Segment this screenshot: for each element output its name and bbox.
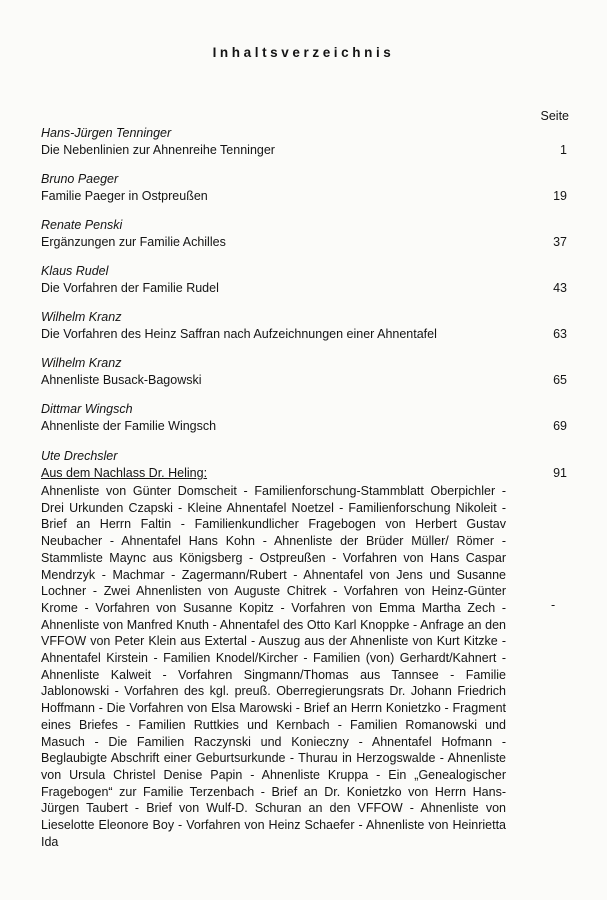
toc-author: Ute Drechsler [41,449,118,463]
toc-author: Wilhelm Kranz [41,356,122,370]
margin-dash: - [551,598,556,612]
toc-title: Die Vorfahren des Heinz Saffran nach Aufzeichnungen einer Ahnentafel [41,327,437,341]
seite-column-label: Seite [540,109,569,123]
toc-page-number: 65 [553,373,567,387]
toc-author: Wilhelm Kranz [41,310,122,324]
toc-author: Bruno Paeger [41,172,119,186]
toc-page-number: 63 [553,327,567,341]
toc-page-number: 1 [560,143,567,157]
toc-author: Hans-Jürgen Tenninger [41,126,172,140]
nachlass-item-list: Ahnenliste von Günter Domscheit - Familienforschung-Stammblatt Oberpichler - Drei Urkunden Czapski - Kleine Ahnentafel Noetzel - Familienforschung Nikoleit - Brief an Herrn Faltin - Familienkundlicher Fragebogen von Herbert Gustav Neubacher - Ahnentafel Hans Kohn - Ahnenliste der Brüder Müller/ Römer - Stammliste Maync aus Königsberg - Ostpreußen - Vorfahren von Hans Caspar Mendrzyk - Machmar - Zagermann/Rubert - Ahnentafel von Jens und Susanne Lochner - Zwei Ahnenlisten von Auguste Chitrek - Vorfahren von Heinz-Günter Krome - Vorfahren von Susanne Kopitz - Vorfahren von Emma Martha Zech - Ahnenliste von Manfred Knuth - Ahnentafel des Otto Karl Knoppke - Anfrage an den VFFOW von Peter Klein aus Extertal - Auszug aus der Ahnenliste von Kurt Kitzke - Ahnentafel Kirstein - Familien Knodel/Kircher - Familien (von) Gerhardt/Kahnert - Ahnenliste Kalweit - Vorfahren Singmann/Thomas aus Tannsee - Familie Jablonowski - Vorfahren des kgl. preuß. Oberregierungsrats Dr. Johann Friedrich Hoffmann - Die Vorfahren von Elsa Marowski - Brief an Herrn Konietzko - Fragment eines Briefes - Familien Ruttkies und Kernbach - Familien Romanowski und Masuch - Die Familien Raczynski und Konieczny - Ahnentafel Hofmann - Beglaubigte Abschrift einer Geburtsurkunde - Thurau in Herzogswalde - Ahnenliste von Ursula Christel Denise Papin - Ahnenliste Kruppa - Ein „Genealogischer Fragebogen“ zur Familie Terzenbach - Brief an Dr. Konietzko von Herrn Hans-Jürgen Taubert - Brief von Wulf-D. Schuran an den VFFOW - Ahnenliste von Lieselotte Eleonore Boy - Vorfahren von Heinz Schaefer - Ahnenliste von Heinrietta Ida [41,484,506,849]
toc-entry [41,125,567,159]
toc-page-number: 37 [553,235,567,249]
toc-entry [41,217,567,251]
toc-page-number: 91 [553,466,567,480]
toc-entry [41,171,567,205]
toc-entry [41,309,567,343]
toc-title: Ahnenliste der Familie Wingsch [41,419,217,433]
toc-title: Familie Paeger in Ostpreußen [41,189,208,203]
toc-page-number: 69 [553,419,567,433]
toc-title: Aus dem Nachlass Dr. Heling: [41,466,208,480]
toc-author: Klaus Rudel [41,264,109,278]
toc-page-number: 43 [553,281,567,295]
toc-page-number: 19 [553,189,567,203]
toc-entry [41,401,567,435]
toc-title: Ahnenliste Busack-Bagowski [41,373,202,387]
toc-title: Die Vorfahren der Familie Rudel [41,281,219,295]
toc-author: Dittmar Wingsch [41,402,133,416]
toc-title: Ergänzungen zur Familie Achilles [41,235,226,249]
toc-entry [41,355,567,389]
toc-author: Renate Penski [41,218,123,232]
page-title: Inhaltsverzeichnis [212,45,395,60]
toc-entry [41,448,567,482]
toc-title: Die Nebenlinien zur Ahnenreihe Tenninger [41,143,275,157]
toc-entry [41,263,567,297]
